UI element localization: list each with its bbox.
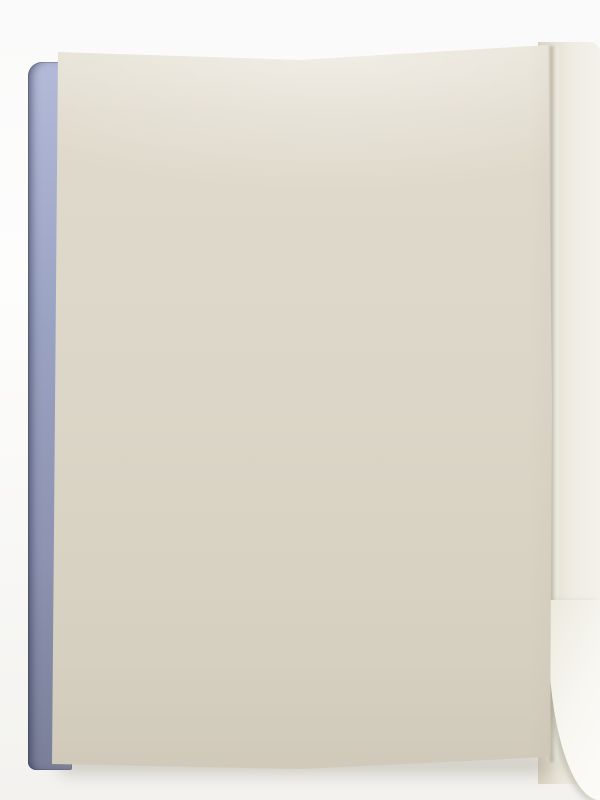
toc-list — [122, 0, 467, 700]
